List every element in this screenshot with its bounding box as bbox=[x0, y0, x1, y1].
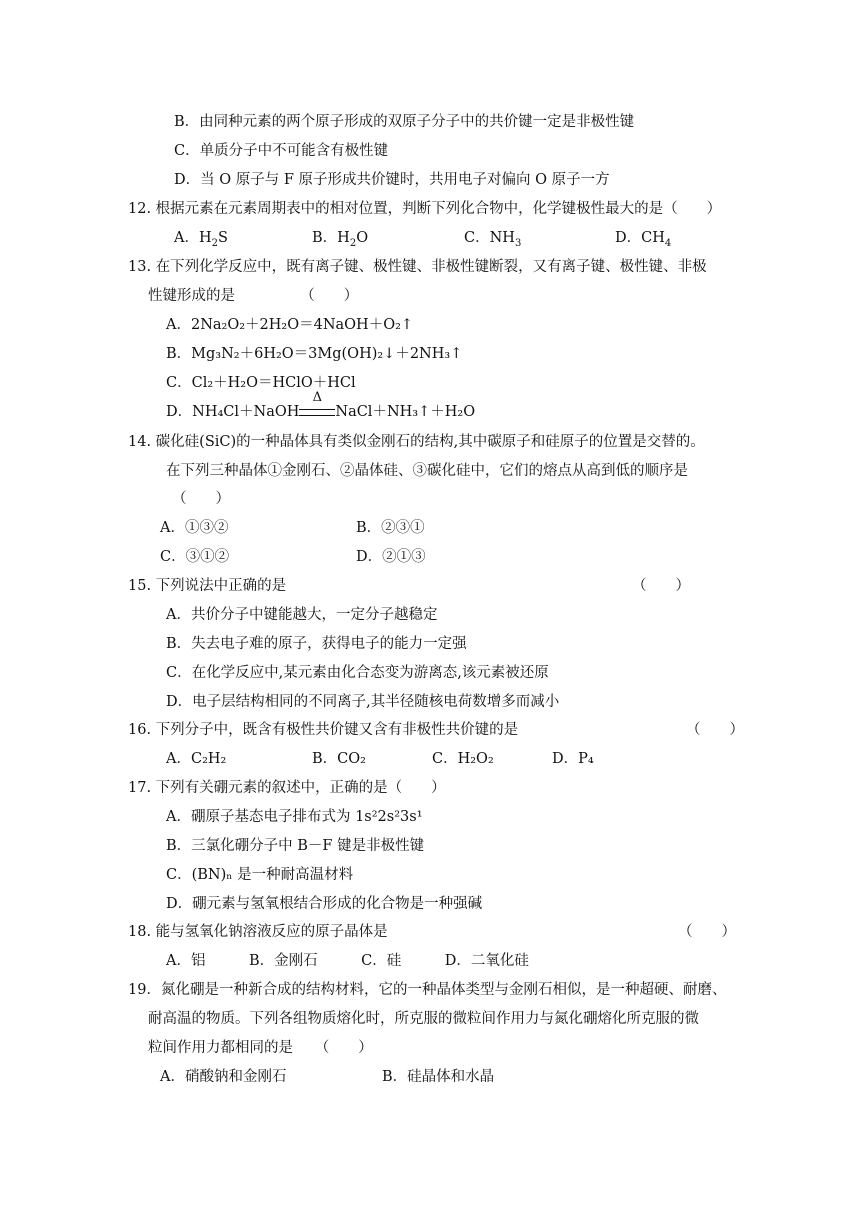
q15-stem: 15. 下列说法中正确的是 bbox=[128, 578, 287, 594]
q16-answer-bracket: （ ） bbox=[686, 722, 744, 738]
q12-option-c: C．$NH_3$ bbox=[464, 230, 522, 249]
q12-option-b: B．$H_2O$ bbox=[312, 230, 369, 249]
q14-stem-line3: （ ） bbox=[172, 491, 230, 507]
q15-option-c: C．在化学反应中,某元素由化合态变为游离态,该元素被还原 bbox=[166, 665, 549, 681]
q17-stem: 17. 下列有关硼元素的叙述中，正确的是（ ） bbox=[128, 780, 446, 796]
q14-option-d: D．②①③ bbox=[356, 549, 426, 565]
q14-stem-line1: 14. 碳化硅(SiC)的一种晶体具有类似金刚石的结构,其中碳原子和硅原子的位置是交替的。 bbox=[128, 434, 705, 450]
q14-stem-line2: 在下列三种晶体①金刚石、②晶体硅、③碳化硅中，它们的熔点从高到低的顺序是 bbox=[166, 463, 688, 479]
q17-option-d: D．硼元素与氢氧根结合形成的化合物是一种强碱 bbox=[166, 896, 483, 912]
q18-stem: 18. 能与氢氧化钠溶液反应的原子晶体是 bbox=[128, 924, 388, 940]
q19-option-a: A．硝酸钠和金刚石 bbox=[160, 1069, 287, 1085]
q14-option-a: A．①③② bbox=[160, 520, 229, 536]
q13-option-c: C．Cl₂＋H₂O＝HClO＋HCl bbox=[166, 375, 356, 391]
q13-option-d: D．NH₄Cl＋NaOH Δ NaCl＋NH₃↑＋H₂O bbox=[166, 390, 476, 420]
q15-answer-bracket: （ ） bbox=[632, 578, 690, 594]
q12-stem: 12. 根据元素在元素周期表中的相对位置，判断下列化合物中，化学键极性最大的是（ ） bbox=[128, 201, 722, 217]
q11-option-c: C．单质分子中不可能含有极性键 bbox=[174, 143, 389, 159]
q18-answer-bracket: （ ） bbox=[678, 924, 736, 940]
q16-option-d: D．P₄ bbox=[552, 751, 594, 767]
q13-stem-line1: 13. 在下列化学反应中，既有离子键、极性键、非极性键断裂，又有离子键、极性键、非极 bbox=[128, 259, 707, 275]
q16-option-b: B．CO₂ bbox=[312, 751, 366, 767]
q19-stem-line3: 粒间作用力都相同的是 （ ） bbox=[148, 1040, 373, 1056]
q18-options: A．铝 B．金刚石 C．硅 D．二氧化硅 bbox=[166, 953, 529, 969]
q14-option-c: C．③①② bbox=[160, 549, 230, 565]
q19-option-b: B．硅晶体和水晶 bbox=[382, 1069, 495, 1085]
heating-equals-sign: Δ bbox=[299, 402, 335, 422]
q16-stem: 16. 下列分子中，既含有极性共价键又含有非极性共价键的是 bbox=[128, 722, 519, 738]
q17-option-c: C．(BN)ₙ 是一种耐高温材料 bbox=[166, 867, 354, 883]
q16-option-a: A．C₂H₂ bbox=[166, 751, 227, 767]
q17-option-a: A．硼原子基态电子排布式为 1s²2s²3s¹ bbox=[166, 809, 423, 825]
q15-option-a: A．共价分子中键能越大，一定分子越稳定 bbox=[166, 607, 438, 623]
q14-option-b: B．②③① bbox=[356, 520, 425, 536]
q13-stem-line2: 性键形成的是 （ ） bbox=[148, 288, 359, 304]
q15-option-d: D．电子层结构相同的不同离子,其半径随核电荷数增多而减小 bbox=[166, 694, 560, 710]
q19-stem-line1: 19．氮化硼是一种新合成的结构材料，它的一种晶体类型与金刚石相似，是一种超硬、耐磨、 bbox=[128, 982, 727, 998]
q11-option-b: B．由同种元素的两个原子形成的双原子分子中的共价键一定是非极性键 bbox=[174, 114, 635, 130]
q12-option-d: D．$CH_4$ bbox=[615, 230, 672, 249]
q16-option-c: C．H₂O₂ bbox=[432, 751, 494, 767]
q13-option-b: B．Mg₃N₂＋6H₂O＝3Mg(OH)₂↓＋2NH₃↑ bbox=[166, 346, 463, 362]
q15-option-b: B．失去电子难的原子，获得电子的能力一定强 bbox=[166, 636, 467, 652]
q13-option-a: A．2Na₂O₂＋2H₂O＝4NaOH＋O₂↑ bbox=[166, 317, 414, 333]
q11-option-d: D．当 O 原子与 F 原子形成共价键时，共用电子对偏向 O 原子一方 bbox=[174, 172, 610, 188]
q12-option-a: A．$H_2S$ bbox=[174, 230, 228, 249]
q17-option-b: B．三氯化硼分子中 B－F 键是非极性键 bbox=[166, 838, 425, 854]
q19-stem-line2: 耐高温的物质。下列各组物质熔化时，所克服的微粒间作用力与氮化硼熔化所克服的微 bbox=[148, 1011, 699, 1027]
